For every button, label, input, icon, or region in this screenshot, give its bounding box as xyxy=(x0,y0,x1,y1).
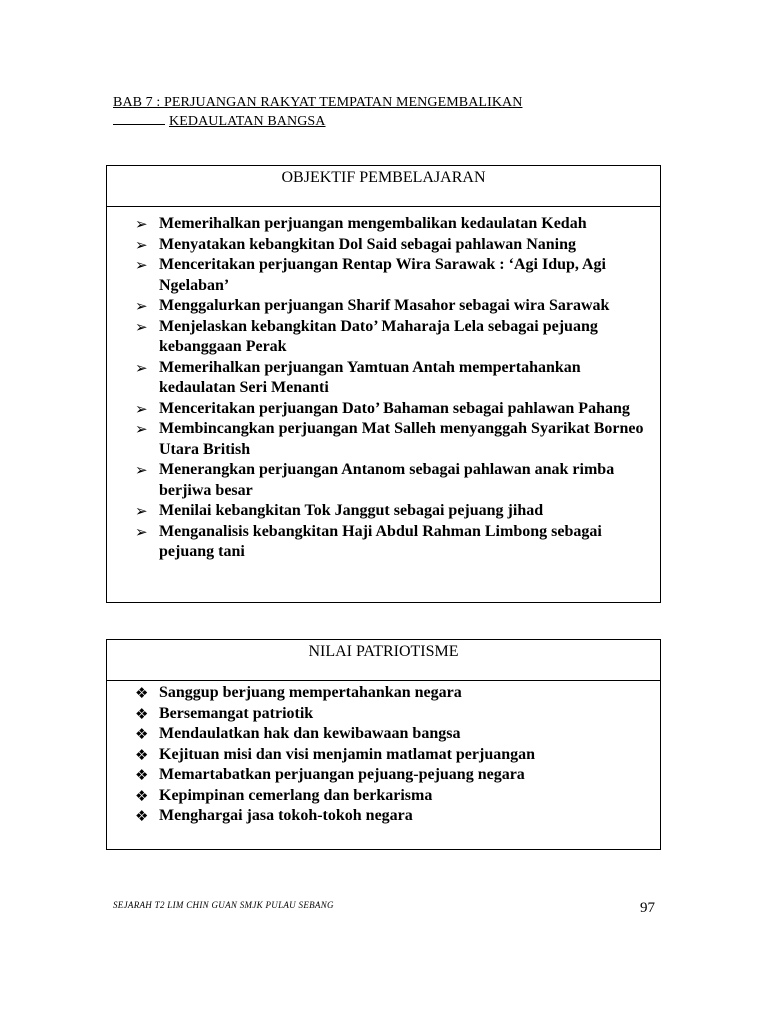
nilai-item xyxy=(107,745,660,766)
arrowhead-icon: ➢ xyxy=(135,317,148,336)
objektif-item xyxy=(107,214,660,235)
nilai-box xyxy=(106,639,661,850)
objektif-item xyxy=(107,460,660,501)
nilai-item-text: Menghargai jasa tokoh-tokoh negara xyxy=(159,807,413,824)
objektif-item xyxy=(107,522,660,563)
objektif-item-text: Menilai kebangkitan Tok Janggut sebagai pejuang jihad xyxy=(159,502,544,519)
objektif-item xyxy=(107,419,660,460)
arrowhead-icon: ➢ xyxy=(135,522,148,541)
arrowhead-icon: ➢ xyxy=(135,235,148,254)
objektif-item xyxy=(107,235,660,256)
objektif-item xyxy=(107,399,660,420)
four-diamond-icon: ❖ xyxy=(135,766,149,784)
chapter-title-line2-row xyxy=(113,112,522,131)
objektif-list xyxy=(107,207,660,563)
arrowhead-icon: ➢ xyxy=(135,358,148,377)
objektif-item-text: Menceritakan perjuangan Dato’ Bahaman sebagai pahlawan Pahang xyxy=(159,399,630,417)
objektif-item-text: Menggalurkan perjuangan Sharif Masahor sebagai wira Sarawak xyxy=(159,297,610,314)
nilai-item xyxy=(107,806,660,827)
four-diamond-icon: ❖ xyxy=(135,684,149,702)
arrowhead-icon: ➢ xyxy=(135,256,148,274)
objektif-item xyxy=(107,296,660,317)
objektif-item-text: Memerihalkan perjuangan Yamtuan Antah mempertahankan kedaulatan Seri Menanti xyxy=(159,358,581,396)
nilai-item-text: Sanggup berjuang mempertahankan negara xyxy=(159,684,462,701)
arrowhead-icon: ➢ xyxy=(135,461,148,479)
arrowhead-icon: ➢ xyxy=(135,420,148,438)
chapter-title-line1: BAB 7 : PERJUANGAN RAKYAT TEMPATAN MENGEMBALIKAN xyxy=(113,95,523,110)
nilai-item xyxy=(107,724,660,745)
four-diamond-icon: ❖ xyxy=(135,725,149,743)
objektif-item xyxy=(107,358,660,399)
four-diamond-icon: ❖ xyxy=(135,807,149,825)
objektif-item-text: Menceritakan perjuangan Rentap Wira Sarawak : ‘Agi Idup, Agi Ngelaban’ xyxy=(159,256,606,294)
objektif-item xyxy=(107,255,660,296)
objektif-item-text: Menganalisis kebangkitan Haji Abdul Rahman Limbong sebagai pejuang tani xyxy=(159,522,602,560)
nilai-item-text: Mendaulatkan hak dan kewibawaan bangsa xyxy=(159,725,461,742)
arrowhead-icon: ➢ xyxy=(135,215,148,233)
nilai-item xyxy=(107,683,660,704)
nilai-item-text: Kepimpinan cemerlang dan berkarisma xyxy=(159,786,433,804)
nilai-header: NILAI PATRIOTISME xyxy=(107,640,660,681)
title-indent-underline xyxy=(113,112,165,125)
arrowhead-icon: ➢ xyxy=(135,399,148,418)
objektif-item-text: Menyatakan kebangkitan Dol Said sebagai pahlawan Naning xyxy=(159,235,576,253)
four-diamond-icon: ❖ xyxy=(135,704,149,723)
footer-text: SEJARAH T2 LIM CHIN GUAN SMJK PULAU SEBANG xyxy=(113,900,334,910)
nilai-item xyxy=(107,704,660,725)
objektif-item-text: Memerihalkan perjuangan mengembalikan kedaulatan Kedah xyxy=(159,215,587,232)
arrowhead-icon: ➢ xyxy=(135,297,148,315)
four-diamond-icon: ❖ xyxy=(135,745,149,764)
objektif-item-text: Menjelaskan kebangkitan Dato’ Maharaja Lela sebagai pejuang kebanggaan Perak xyxy=(159,317,598,355)
objektif-header: OBJEKTIF PEMBELAJARAN xyxy=(107,166,660,207)
objektif-item-text: Membincangkan perjuangan Mat Salleh menyanggah Syarikat Borneo Utara British xyxy=(159,420,644,458)
chapter-title xyxy=(113,94,522,131)
chapter-title-line2: KEDAULATAN BANGSA xyxy=(169,114,326,129)
nilai-list xyxy=(107,681,660,827)
nilai-item-text: Memartabatkan perjuangan pejuang-pejuang negara xyxy=(159,766,525,783)
page-number: 97 xyxy=(640,900,655,916)
objektif-item xyxy=(107,501,660,522)
arrowhead-icon: ➢ xyxy=(135,502,148,520)
nilai-item-text: Kejituan misi dan visi menjamin matlamat perjuangan xyxy=(159,745,536,763)
objektif-box xyxy=(106,165,661,603)
nilai-item xyxy=(107,765,660,786)
nilai-item-text: Bersemangat patriotik xyxy=(159,704,314,722)
objektif-item-text: Menerangkan perjuangan Antanom sebagai pahlawan anak rimba berjiwa besar xyxy=(159,461,615,499)
objektif-item xyxy=(107,317,660,358)
nilai-item xyxy=(107,786,660,807)
four-diamond-icon: ❖ xyxy=(135,786,149,805)
